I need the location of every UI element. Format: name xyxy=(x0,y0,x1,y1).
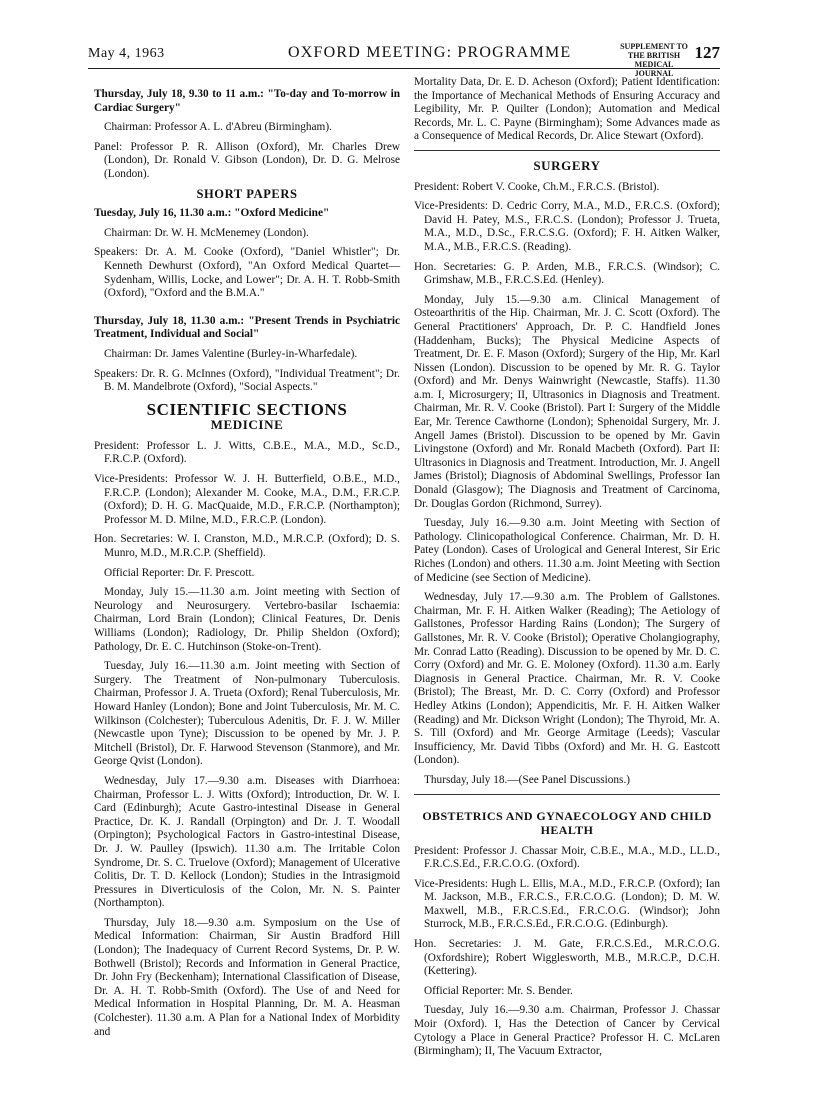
psychiatric-heading: Thursday, July 18, 11.30 a.m.: "Present Trends in Psychiatric Treatment, Individual and Social" xyxy=(94,314,400,341)
short-papers-title: SHORT PAPERS xyxy=(196,186,298,201)
surgery-tuesday: Tuesday, July 16.—9.30 a.m. Joint Meeting with Section of Pathology. Clinicopathological Conference. Chairman, Mr. D. H. Patey (London). Cases of Urological and General Interest, Sir Eric Riches (London) and others. 11.30 a.m. Joint Meeting with Section of Medicine (see Section of Medicine). xyxy=(414,517,720,584)
left-column xyxy=(94,76,400,1045)
header-supplement: SUPPLEMENT TO THE BRITISH MEDICAL JOURNAL xyxy=(620,42,688,78)
psychiatric-chairman: Chairman: Dr. James Valentine (Burley-in-Wharfedale). xyxy=(104,347,358,360)
oxford-medicine-heading: Tuesday, July 16, 11.30 a.m.: "Oxford Medicine" xyxy=(94,207,330,220)
medicine-vice-presidents: Vice-Presidents: Professor W. J. H. Butterfield, O.B.E., M.D., F.R.C.P. (London); Alexander M. Cooke, M.A., D.M., F.R.C.P. (Oxford); D. H. G. MacQuaide, M.D., F.R.C.P. (Northampton); Professor M. D. Milne, M.D., F.R.C.P. (London). xyxy=(94,473,400,526)
medicine-tuesday: Tuesday, July 16.—11.30 a.m. Joint meeting with Section of Surgery. The Treatment of Non-pulmonary Tuberculosis. Chairman, Professor J. A. Trueta (Oxford); Renal Tuberculosis, Mr. Howard Hanley (London); Bone and Joint Tuberculosis, Mr. M. C. Wilkinson (Colchester); Tuberculous Adenitis, Dr. F. J. W. Miller (Newcastle upon Tyne); Discussion to be opened by Mr. J. P. Mitchell (Bristol), Dr. F. Harwood Stevenson (Stanmore), and Mr. George Qvist (London). xyxy=(94,660,400,768)
obstetrics-reporter: Official Reporter: Mr. S. Bender. xyxy=(424,984,573,997)
cardiac-heading: Thursday, July 18, 9.30 to 11 a.m.: "To-day and To-morrow in Cardiac Surgery" xyxy=(94,88,400,114)
obstetrics-president: President: Professor J. Chassar Moir, C.B.E., M.A., M.D., LL.D., F.R.C.S.Ed., F.R.C.O.G. (Oxford). xyxy=(414,844,720,871)
medicine-wednesday: Wednesday, July 17.—9.30 a.m. Diseases with Diarrhoea: Chairman, Professor L. J. Witts (Oxford); Introduction, Dr. W. I. Card (Edinburgh); Acute Gastro-intestinal Disease in General Practice, Dr. K. J. Randall (Orpington) and Dr. J. T. Woodall (Orpington); Psychological Factors in Gastro-intestinal Disease, Dr. J. W. Paulley (Ipswich). 11.30 a.m. The Irritable Colon Syndrome, Dr. S. C. Truelove (Oxford); Management of Ulcerative Colitis, Dr. T. D. Kellock (London); Studies in the Intrasigmoid Pressures in Diverticulosis of the Colon, Mr. N. S. Painter (Northampton). xyxy=(94,774,400,910)
right-column xyxy=(414,76,720,1065)
medicine-title: MEDICINE xyxy=(210,417,284,433)
obstetrics-secretaries: Hon. Secretaries: J. M. Gate, F.R.C.S.Ed., M.R.C.O.G. (Oxfordshire); Robert Wigglesworth, M.B., M.R.C.P., D.C.H. (Kettering). xyxy=(414,938,720,978)
cardiac-chairman: Chairman: Professor A. L. d'Abreu (Birmingham). xyxy=(104,121,332,134)
page-header xyxy=(88,40,720,78)
surgery-vice-presidents: Vice-Presidents: D. Cedric Corry, M.A., M.D., F.R.C.S. (Oxford); David H. Patey, M.S., F.R.C.S. (London); Professor J. Trueta, M.A., M.D., D.Sc., F.R.C.S.G. (Oxford); F. H. Aitken Walker, M.A., M.B., F.R.C.S. (Reading). xyxy=(414,200,720,253)
medicine-thursday: Thursday, July 18.—9.30 a.m. Symposium on the Use of Medical Information: Chairman, Sir Austin Bradford Hill (London); The Inadequacy of Current Record Systems, Dr. P. W. Bothwell (Bristol); Records and Information in General Practice, Dr. John Fry (Beckenham); International Classification of Disease, Dr. A. H. T. Robb-Smith (Oxford). The Use of and Need for Medical Information in Hospital Planning, Dr. M. A. Heasman (Colchester). 11.30 a.m. A Plan for a National Index of Morbidity and xyxy=(94,916,400,1038)
header-date: May 4, 1963 xyxy=(88,46,165,61)
obstetrics-tuesday: Tuesday, July 16.—9.30 a.m. Chairman, Professor J. Chassar Moir (Oxford). I, Has the Detection of Cancer by Cervical Cytology a Place in General Practice? Professor H. C. McLaren (Birmingham); II, The Vacuum Extractor, xyxy=(414,1004,720,1058)
header-title: OXFORD MEETING: PROGRAMME xyxy=(288,44,572,61)
medicine-secretaries: Hon. Secretaries: W. I. Cranston, M.D., M.R.C.P. (Oxford); D. S. Munro, M.D., M.R.C.P. (Sheffield). xyxy=(94,533,400,560)
medicine-monday: Monday, July 15.—11.30 a.m. Joint meeting with Section of Neurology and Neurosurgery. Vertebro-basilar Ischaemia: Chairman, Lord Brain (London); Clinical Features, Dr. Denis Williams (London); Radiology, Dr. Philip Sheldon (Oxford); Pathology, Dr. E. C. Hutchinson (Stoke-on-Trent). xyxy=(94,586,400,653)
surgery-president: President: Robert V. Cooke, Ch.M., F.R.C.S. (Bristol). xyxy=(414,180,660,193)
surgery-wednesday: Wednesday, July 17.—9.30 a.m. The Problem of Gallstones. Chairman, Mr. F. H. Aitken Walker (Reading); The Aetiology of Gallstones, Professor Harding Rains (London); The Surgery of Gallstones, Mr. R. V. Cooke (Bristol); Operative Cholangiography, Mr. Conrad Latto (Reading). Discussion to be opened by Mr. D. C. Corry (Oxford) and Mr. G. E. Moloney (Oxford). 11.30 a.m. Early Diagnosis in General Practice. Chairman, Mr. R. V. Cooke (Bristol); The Breast, Mr. D. C. Corry (Oxford) and Professor Hedley Atkins (London); Appendicitis, Mr. F. H. Aitken Walker (Reading) and Mr. Dickson Wright (London); The Thyroid, Mr. A. S. Till (Oxford) and Mr. George Armitage (Leeds); Vascular Insufficiency, Mr. David Tibbs (Oxford) and Mr. H. G. Eastcott (London). xyxy=(414,591,720,767)
page-number: 127 xyxy=(694,43,720,62)
medicine-reporter: Official Reporter: Dr. F. Prescott. xyxy=(104,566,255,579)
surgery-secretaries: Hon. Secretaries: G. P. Arden, M.B., F.R.C.S. (Windsor); C. Grimshaw, M.B., F.R.C.S.Ed. (Henley). xyxy=(414,260,720,287)
oxford-medicine-speakers: Speakers: Dr. A. M. Cooke (Oxford), "Daniel Whistler"; Dr. Kenneth Dewhurst (Oxford), "An Oxford Medical Quartet—Sydenham, Willis, Locke, and Lower"; Dr. A. H. T. Robb-Smith (Oxford), "Oxford and the B.M.A." xyxy=(94,246,400,300)
section-divider xyxy=(414,150,720,151)
oxford-medicine-chairman: Chairman: Dr. W. H. McMenemey (London). xyxy=(104,226,309,239)
surgery-title: SURGERY xyxy=(533,157,601,173)
section-divider xyxy=(414,794,720,795)
surgery-monday: Monday, July 15.—9.30 a.m. Clinical Management of Osteoarthritis of the Hip. Chairman, Mr. J. C. Scott (Oxford). The General Practitioners' Approach, Dr. P. C. Handfield Jones (Haddenham, Bucks); The Physical Medicine Aspects of Treatment, Dr. E. F. Mason (Oxford); Surgery of the Hip, Mr. Karl Nissen (London). Discussion to be opened by Mr. R. G. Taylor (Oxford) and Mr. Denys Wainwright (Newcastle, Staffs). 11.30 a.m. I, Microsurgery; II, Ultrasonics in Diagnosis and Treatment. Chairman, Mr. R. V. Cooke (Bristol). Part I: Surgery of the Middle Ear, Mr. Terence Cawthorne (London); Sphenoidal Surgery, Mr. J. Angell James (Bristol). Discussion to be opened by Mr. Gavin Livingstone (Oxford) and Mr. Ronald Macbeth (Oxford). Part II: Ultrasonics in Diagnosis and Treatment. Introduction, Mr. J. Angell James (Bristol); Diagnosis of Abdominal Swellings, Professor Ian Donald (Glasgow); The Diagnosis and Treatment of Carcinoma, Dr. Douglas Gordon (Richmond, Surrey). xyxy=(414,293,720,510)
obstetrics-title: OBSTETRICS AND GYNAECOLOGY AND CHILD HEALTH xyxy=(422,808,712,837)
surgery-thursday: Thursday, July 18.—(See Panel Discussions.) xyxy=(424,773,631,786)
psychiatric-speakers: Speakers: Dr. R. G. McInnes (Oxford), "Individual Treatment"; Dr. B. M. Mandelbrote (Oxford), "Social Aspects." xyxy=(94,367,400,394)
medicine-thursday-continued: Mortality Data, Dr. E. D. Acheson (Oxford); Patient Identification: the Importance of Mechanical Methods of Ensuring Accuracy and Legibility, Mr. P. Quilter (London); Automation and Medical Records, Mr. L. C. Payne (Birmingham); Some Advances made as a Consequence of Medical Records, Dr. Alice Stewart (Oxford). xyxy=(414,76,720,143)
obstetrics-vice-presidents: Vice-Presidents: Hugh L. Ellis, M.A., M.D., F.R.C.P. (Oxford); Ian M. Jackson, M.B., F.R.C.S., F.R.C.O.G. (London); D. M. W. Maxwell, M.B., F.R.C.S.Ed., F.R.C.O.G. (Windsor); John Sturrock, M.B., F.R.C.S.Ed., F.R.C.O.G. (Edinburgh). xyxy=(414,877,720,931)
cardiac-panel: Panel: Professor P. R. Allison (Oxford), Mr. Charles Drew (London), Dr. Ronald V. Gibson (London), Dr. D. G. Melrose (London). xyxy=(94,140,400,180)
scientific-sections-title: SCIENTIFIC SECTIONS xyxy=(146,399,348,419)
medicine-president: President: Professor L. J. Witts, C.B.E., M.A., M.D., Sc.D., F.R.C.P. (Oxford). xyxy=(94,439,400,466)
